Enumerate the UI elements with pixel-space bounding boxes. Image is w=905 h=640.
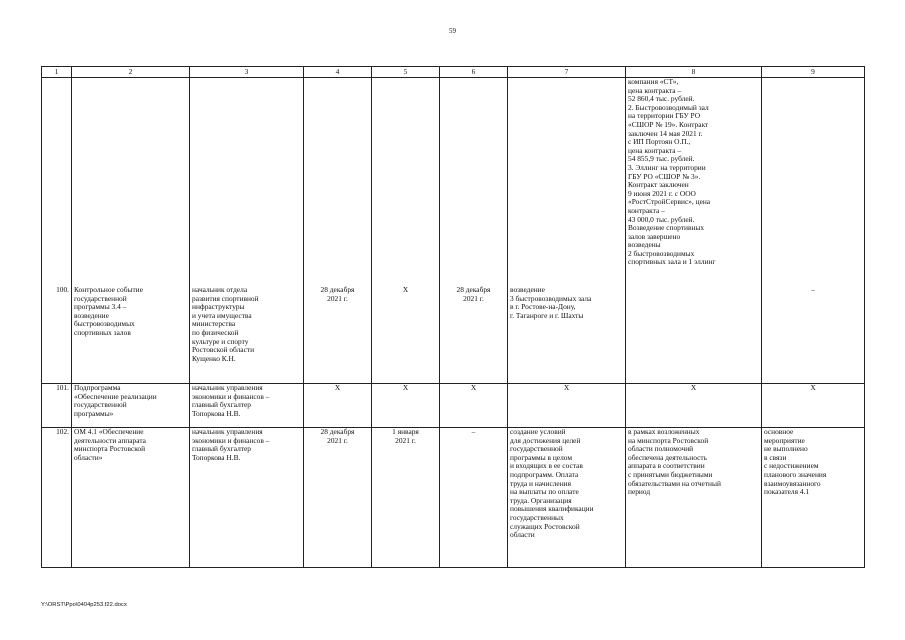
non-fulfillment-reasons: – (811, 285, 815, 294)
actual-start-date: X (372, 384, 440, 428)
report-table (41, 66, 865, 568)
page-number: 59 (449, 27, 456, 35)
actual-end-date: X (440, 384, 508, 428)
table-row (42, 384, 865, 428)
header-col-3: 3 (190, 67, 304, 78)
planned-result: создание условий для достижения целей государственной программы в целом и входящих в ее состав подпрограмм. Оплата труда и начисления на выплаты по оплате труда. Организация повышения квалификации государственных служащих Ростовской области (508, 428, 626, 568)
row-number: 101. (42, 384, 72, 428)
actual-result: возведены 2 быстровозводимых спортивных зала и 1 эллинг (628, 240, 716, 267)
non-fulfillment-reasons: основное мероприятие не выполнено в связи с недостижением планового значения взаимоувязанного показателя 4.1 (762, 428, 865, 568)
header-col-7: 7 (508, 67, 626, 78)
header-col-2: 2 (72, 67, 190, 78)
planned-result: X (508, 384, 626, 428)
planned-end-date: X (304, 384, 372, 428)
header-col-1: 1 (42, 67, 72, 78)
responsible-person: начальник управления экономики и финансов – главный бухгалтер Топоркова Н.В. (190, 428, 304, 568)
header-col-4: 4 (304, 67, 372, 78)
responsible-person: начальник управления экономики и финансов – главный бухгалтер Топоркова Н.В. (190, 384, 304, 428)
actual-start-date: X (402, 285, 409, 294)
header-col-8: 8 (626, 67, 762, 78)
table-row (42, 428, 865, 568)
non-fulfillment-reasons: X (762, 384, 865, 428)
header-col-9: 9 (762, 67, 865, 78)
table-row (42, 78, 865, 384)
row-number: 102. (42, 428, 72, 568)
actual-start-date: 1 января 2021 г. (372, 428, 440, 568)
actual-result: в рамках возложенных на минспорта Ростовской области полномочий обеспечена деятельность аппарата в соответствии с принятыми бюджетными обязательствами на отчетный период (626, 428, 762, 568)
event-name: ОМ 4.1 «Обеспечение деятельности аппарата минспорта Ростовской области» (72, 428, 190, 568)
actual-result-continued: компания «СТ», цена контракта – 52 860,4 тыс. рублей. 2. Быстровозводимый зал на территории ГБУ РО «СШОР № 19». Контракт заключен 14 мая 2021 г. с ИП Портоян О.П., цена контракта – 54 855,9 тыс. рублей. 3. Эллинг на территории ГБУ РО «СШОР № 3». Контракт заключен 9 июня 2021 г. с ООО «РостСтройСервис», цена контракта – 43 000,0 тыс. рублей. Возведение спортивных залов завершено (628, 77, 711, 241)
row-number: 100. (56, 285, 69, 294)
actual-result: X (626, 384, 762, 428)
planned-end-date: 28 декабря 2021 г. (304, 428, 372, 568)
actual-end-date: – (440, 428, 508, 568)
responsible-person: начальник отдела развития спортивной инфраструктуры и учета имущества министерства по физической культуре и спорту Ростовской области Кущенко К.Н. (192, 285, 259, 363)
planned-result: возведение 3 быстровозводимых зала в г. Ростове-на-Дону, г. Таганроге и г. Шахты (510, 285, 592, 320)
header-col-5: 5 (372, 67, 440, 78)
actual-end-date: 28 декабря 2021 г. (456, 285, 491, 303)
event-name: Контрольное событие государственной программы 3.4 – возведение быстровозводимых спортивных залов (74, 285, 143, 337)
header-row (42, 67, 865, 78)
event-name: Подпрограмма «Обеспечение реализации государственной программы» (72, 384, 190, 428)
document-file-path: Y:\ORST\Ppo\0404p253.f22.docx (41, 602, 127, 608)
header-col-6: 6 (440, 67, 508, 78)
planned-end-date: 28 декабря 2021 г. (320, 285, 355, 303)
